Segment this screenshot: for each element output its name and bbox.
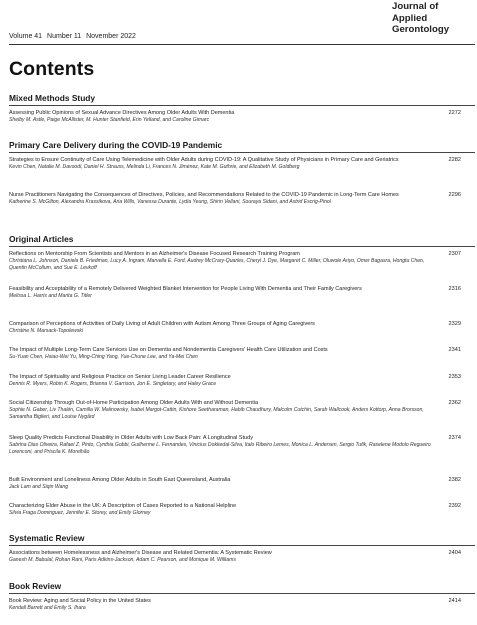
entry-page: 2362 <box>448 400 461 406</box>
section-divider <box>9 105 475 106</box>
entry-title: Reflections on Mentorship From Scientists and Mentors in an Alzheimer's Disease Focused Research Training Program <box>9 251 300 257</box>
toc-entry[interactable] <box>9 435 461 455</box>
entry-authors: Christiana L. Johnson, Daniela B. Friedman, Lucy A. Ingram, Marvella E. Ford, Audrey McCrary-Quarles, Cheryl J. Dye, Margaret C. Miller, Oluwole Ariyo, Omer Bagasra, Hongtu Chen, Quentin McCollum, and Sue E. Levkoff <box>9 258 425 271</box>
entry-title: Characterizing Elder Abuse in the UK: A Description of Cases Reported to a National Helpline <box>9 503 237 509</box>
toc-entry[interactable] <box>9 251 461 271</box>
issue-number: Number 11 <box>47 33 82 40</box>
section-heading: Original Articles <box>9 234 74 244</box>
entry-page: 2272 <box>448 110 461 116</box>
entry-title: Assessing Public Opinions of Sexual Advance Directives Among Older Adults With Dementia <box>9 110 235 116</box>
journal-title-line-1: Journal of <box>392 1 439 12</box>
entry-authors: Katherine S. McGilton, Alexandra Krassikova, Aria Wills, Vanessa Durante, Lydia Yeung, Shirin Vellani, Souraya Sidani, and Astrid Escrig-Pinol <box>9 199 331 206</box>
toc-entry[interactable] <box>9 400 461 420</box>
entry-page: 2382 <box>448 477 461 483</box>
entry-page: 2296 <box>448 192 461 198</box>
entry-title: The Impact of Spirituality and Religious Practice on Senior Living Leader Career Resilience <box>9 374 231 380</box>
section-heading: Mixed Methods Study <box>9 93 96 103</box>
entry-authors: Melissa L. Harris and Marita G. Titler <box>9 293 92 300</box>
toc-entry[interactable] <box>9 110 461 124</box>
entry-page: 2329 <box>448 321 461 327</box>
entry-page: 2316 <box>448 286 461 292</box>
issue-date: November 2022 <box>86 33 136 40</box>
section-divider <box>9 545 475 546</box>
entry-authors: Kevin Chen, Natalie M. Davoodi, Daniel H. Strauss, Melinda Li, Frances N. Jiménez, Kate M. Guthrie, and Elizabeth M. Goldberg <box>9 164 300 171</box>
section-mixed-methods <box>9 93 475 105</box>
entry-authors: Sophie N. Gaber, Liv Thalén, Camilla W. Malinowsky, Isabel Margot-Cattin, Kishore Seetharaman, Habib Chaudhury, Malcolm Cutchin, Sarah Wallcook, Anders Kottorp, Anna Brorsson, Samantha Biglieri, and Louise Nygård <box>9 407 424 420</box>
section-heading: Primary Care Delivery during the COVID-19 Pandemic <box>9 140 223 150</box>
entry-authors: Kendall Barrett and Emily S. Ihara <box>9 605 86 612</box>
journal-title-line-3: Gerontology <box>392 24 450 36</box>
toc-entry[interactable] <box>9 374 461 388</box>
issue-volume: Volume 41 <box>9 33 43 40</box>
section-divider <box>9 246 475 247</box>
issue-info <box>9 33 139 40</box>
entry-page: 2353 <box>448 374 461 380</box>
entry-page: 2392 <box>448 503 461 509</box>
entry-page: 2374 <box>448 435 461 441</box>
toc-entry[interactable] <box>9 477 461 491</box>
header-divider <box>9 44 475 45</box>
entry-authors: Ganesh M. Babulal, Rohan Rani, Paris Adkins-Jackson, Adam C. Pearson, and Monique M. Williams <box>9 557 236 564</box>
entry-authors: Shelby M. Astle, Paige McAllister, M. Hunter Stanfield, Erin Yelland, and Caroline Gimarc <box>9 117 210 124</box>
section-systematic-review <box>9 533 475 545</box>
entry-title: Feasibility and Acceptability of a Remotely Delivered Weighted Blanket Intervention for People Living With Dementia and Their Family Caregivers <box>9 286 362 292</box>
entry-authors: Su-Yuan Chen, Hsiao-Wei Yu, Ming-Ching Yang, Yue-Chune Lee, and Ya-Mei Chen <box>9 354 198 361</box>
entry-title: Social Citizenship Through Out-of-Home Participation Among Older Adults With and Without Dementia <box>9 400 259 406</box>
entry-authors: Jack Lam and Siqin Wang <box>9 484 69 491</box>
entry-authors: Dennis R. Myers, Robin K. Rogers, Brianna V. Garrison, Jon E. Singletary, and Haley Grace <box>9 381 217 388</box>
entry-page: 2282 <box>448 157 461 163</box>
entry-authors: Silvia Fraga Dominguez, Jennifer E. Storey, and Emily Glorney <box>9 510 151 517</box>
journal-title-line-2: Applied <box>392 12 428 24</box>
entry-title: Comparison of Perceptions of Activities of Daily Living of Adult Children with Autism Among Three Groups of Aging Caregivers <box>9 321 315 327</box>
page-title: Contents <box>9 58 95 80</box>
entry-title: The Impact of Multiple Long-Term Care Services Use on Dementia and Nondementia Caregivers' Health Care Utilization and Costs <box>9 347 328 353</box>
entry-page: 2341 <box>448 347 461 353</box>
toc-entry[interactable] <box>9 347 461 361</box>
entry-title: Associations between Homelessness and Alzheimer's Disease and Related Dementia: A Systematic Review <box>9 550 272 556</box>
toc-entry[interactable] <box>9 192 461 206</box>
section-divider <box>9 593 475 594</box>
entry-title: Strategies to Ensure Continuity of Care Using Telemedicine with Older Adults during COVID-19: A Qualitative Study of Physicians in Primary Care and Geriatrics <box>9 157 399 163</box>
section-heading: Book Review <box>9 581 62 591</box>
entry-page: 2307 <box>448 251 461 257</box>
toc-entry[interactable] <box>9 157 461 171</box>
toc-entry[interactable] <box>9 550 461 564</box>
journal-title <box>392 1 476 36</box>
section-book-review <box>9 581 475 593</box>
entry-authors: Sabrina Dias Oliveira, Rafael Z. Pinto, Cynthia Gobbi, Guilherme L. Fernandes, Vinicius Dokkedal-Silva, Italo Ribeiro Lemes, Monica L. Andersen, Sergio Tufik, Raselene Modolo Regueiro Lorenconi, and Priscila K. Morelhão <box>9 442 431 455</box>
toc-entry[interactable] <box>9 503 461 517</box>
entry-title: Sleep Quality Predicts Functional Disability in Older Adults with Low Back Pain: A Longitudinal Study <box>9 435 253 441</box>
section-heading: Systematic Review <box>9 533 85 543</box>
entry-title: Nurse Practitioners Navigating the Consequences of Directives, Policies, and Recommendations Related to the COVID-19 Pandemic in Long-Term Care Homes <box>9 192 399 198</box>
entry-authors: Christine N. Marsack-Topolewski <box>9 328 83 335</box>
section-primary-care <box>9 140 475 152</box>
toc-entry[interactable] <box>9 286 461 300</box>
entry-title: Book Review: Aging and Social Policy in the United States <box>9 598 151 604</box>
toc-entry[interactable] <box>9 321 461 335</box>
toc-entry[interactable] <box>9 598 461 612</box>
section-divider <box>9 152 475 153</box>
section-original-articles <box>9 234 475 246</box>
entry-title: Built Environment and Loneliness Among Older Adults in South East Queensland, Australia <box>9 477 231 483</box>
entry-page: 2414 <box>448 598 461 604</box>
entry-page: 2404 <box>448 550 461 556</box>
